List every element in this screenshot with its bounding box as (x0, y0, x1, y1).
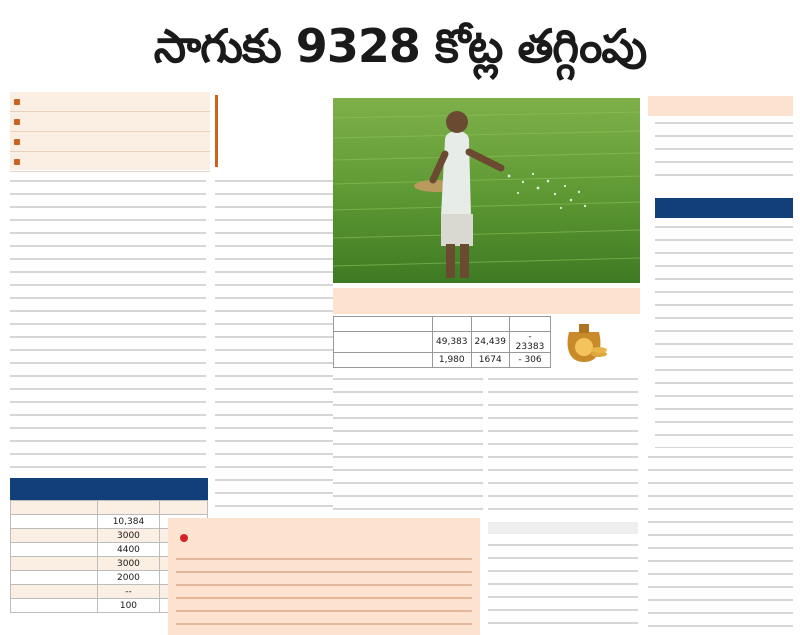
side-story-heading (648, 96, 793, 116)
table-cell: 24,439 (471, 332, 510, 353)
table-cell (98, 501, 160, 515)
table-row (11, 501, 208, 515)
table-cell (11, 557, 98, 571)
table-cell: 100 (98, 599, 160, 613)
table-row (334, 332, 551, 353)
table-cell: 1674 (471, 353, 510, 368)
farmer-photo (333, 98, 640, 283)
article-column (488, 540, 638, 635)
article-column (215, 176, 333, 518)
table-cell: 3000 (98, 529, 160, 543)
summary-bullet (10, 113, 210, 132)
table-cell (11, 543, 98, 557)
table-cell (11, 529, 98, 543)
table-cell (471, 317, 510, 332)
table-cell: 49,383 (433, 332, 472, 353)
table-cell (334, 353, 433, 368)
article-column (10, 176, 206, 473)
article-column (655, 222, 793, 448)
table-cell (334, 332, 433, 353)
article-column (333, 374, 483, 516)
table-cell: - 23383 (510, 332, 551, 353)
table-cell (433, 317, 472, 332)
table-cell (11, 501, 98, 515)
allocation-table-header (333, 288, 640, 314)
rupee-coin-icon (559, 318, 609, 364)
table-cell (334, 317, 433, 332)
table-cell (11, 599, 98, 613)
table-cell: -- (98, 585, 160, 599)
table-cell: - 306 (510, 353, 551, 368)
side-table-header (10, 478, 208, 500)
table-cell: 10,384 (98, 515, 160, 529)
table-cell (510, 317, 551, 332)
table-cell (159, 501, 207, 515)
farmer-photo-drawing (333, 98, 640, 283)
article-column (655, 118, 793, 184)
pull-quote (215, 95, 326, 167)
headline: సాగుకు 9328 కోట్ల తగ్గింపు (153, 19, 647, 73)
table-cell (11, 571, 98, 585)
table-cell: 4400 (98, 543, 160, 557)
allocation-table (333, 288, 640, 366)
table-cell (11, 585, 98, 599)
table-cell: 3000 (98, 557, 160, 571)
summary-bullet (10, 93, 210, 112)
table-row (334, 353, 551, 368)
summary-bullets (10, 92, 210, 170)
highlight-box-body (176, 554, 472, 632)
subheading (488, 522, 638, 534)
table-cell: 2000 (98, 571, 160, 585)
summary-bullet (10, 153, 210, 172)
summary-bullet (10, 133, 210, 152)
highlight-box (168, 518, 480, 635)
article-column (648, 452, 793, 635)
table-cell: 1,980 (433, 353, 472, 368)
table-cell (11, 515, 98, 529)
bullet-dot-icon (180, 534, 188, 542)
table-row (334, 317, 551, 332)
article-column (488, 374, 638, 516)
allocation-table-grid (333, 316, 551, 368)
side-story-subheading (655, 198, 793, 218)
